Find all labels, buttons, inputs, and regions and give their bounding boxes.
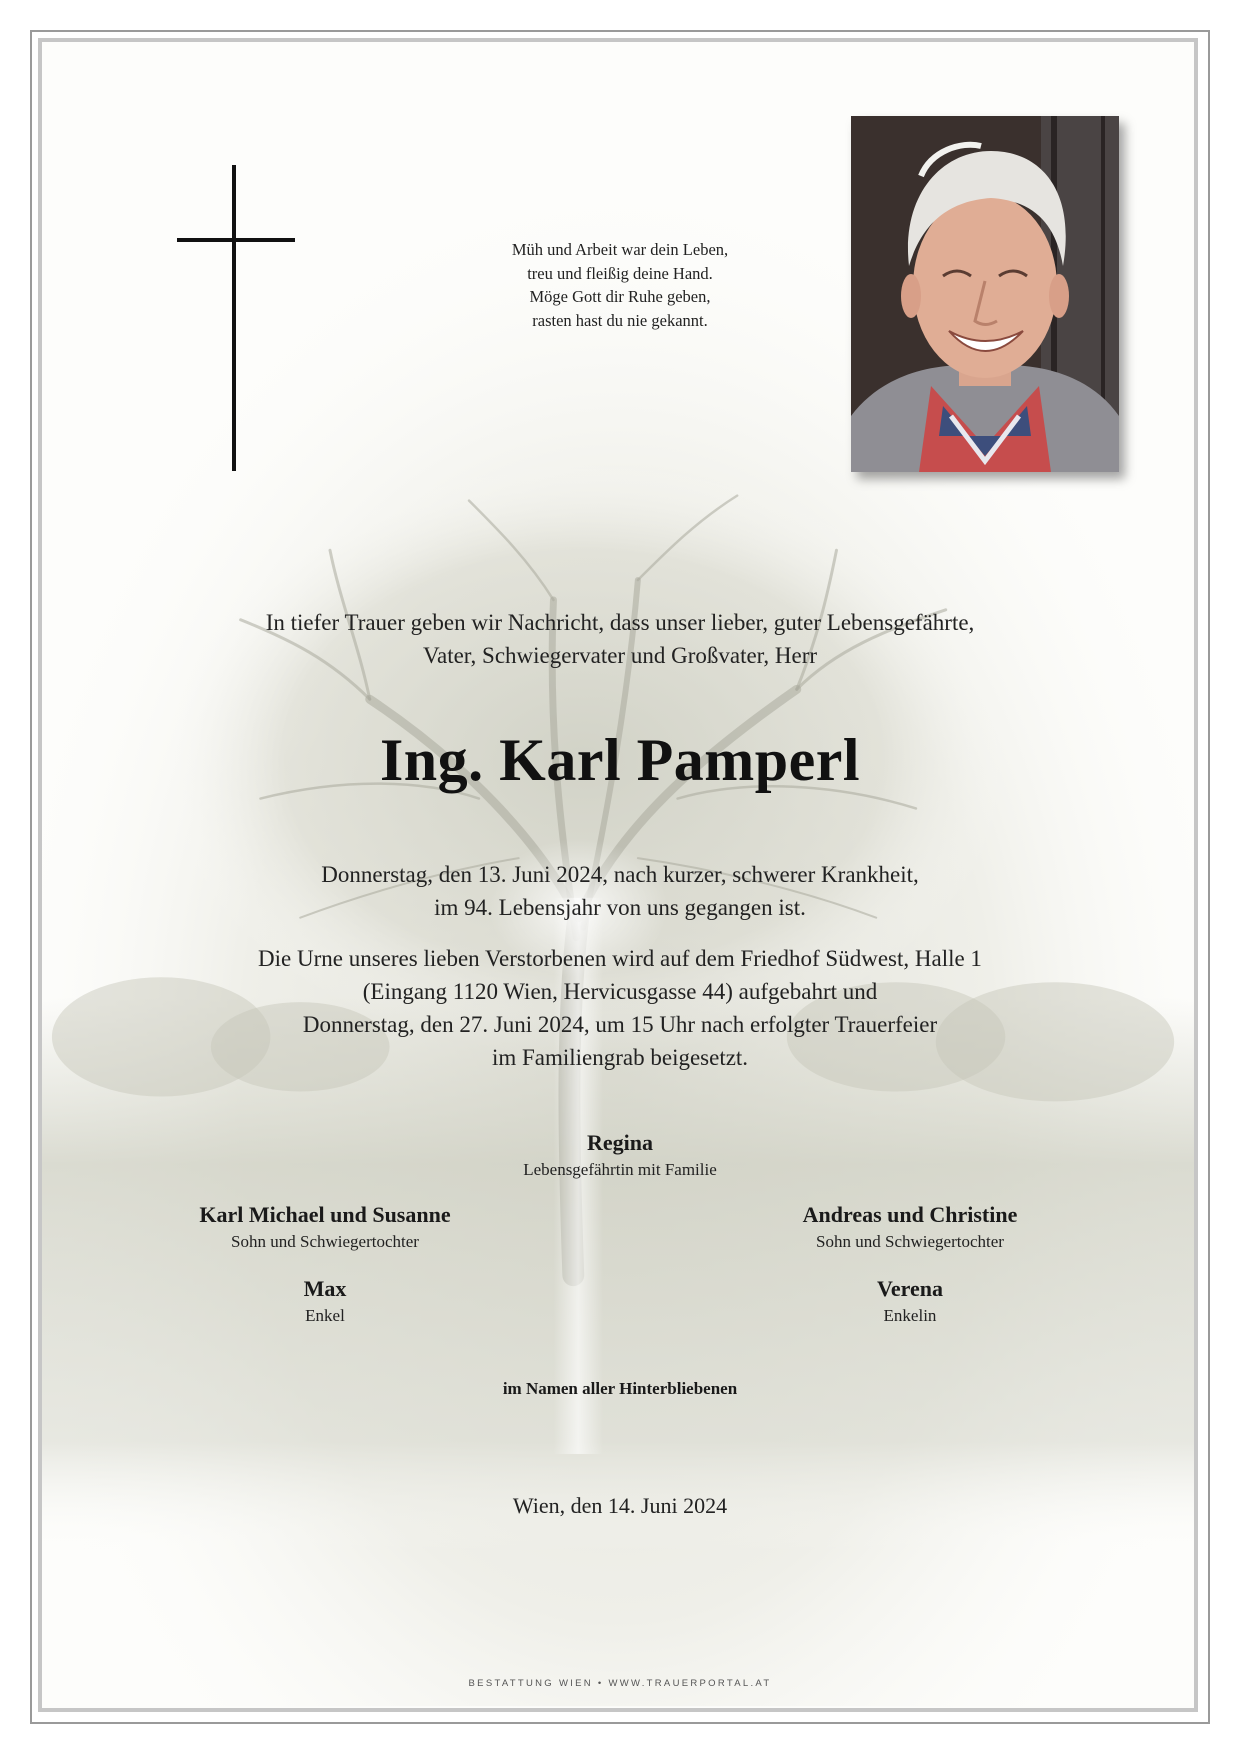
intro-line: In tiefer Trauer geben wir Nachricht, dass unser lieber, guter Lebensgefährte,	[265, 610, 975, 635]
deceased-portrait	[851, 116, 1119, 472]
deceased-name: Ing. Karl Pamperl	[379, 727, 861, 793]
mourner-relation: Sohn und Schwiegertochter	[816, 1232, 1004, 1251]
place-and-date: Wien, den 14. Juni 2024	[512, 1493, 728, 1518]
mourner-name: Max	[303, 1276, 347, 1301]
death-line: Donnerstag, den 13. Juni 2024, nach kurzer, schwerer Krankheit,	[321, 862, 919, 887]
mourner-relation: Lebensgefährtin mit Familie	[523, 1160, 717, 1179]
mourner-relation: Enkel	[305, 1306, 345, 1325]
intro-line: Vater, Schwiegervater und Großvater, Herr	[422, 643, 818, 668]
mourner-name: Karl Michael und Susanne	[199, 1202, 451, 1227]
funeral-line: (Eingang 1120 Wien, Hervicusgasse 44) aufgebahrt und	[362, 979, 878, 1004]
mourner-name: Andreas und Christine	[802, 1202, 1018, 1227]
funeral-line: Donnerstag, den 27. Juni 2024, um 15 Uhr nach erfolgter Trauerfeier	[302, 1012, 938, 1037]
funeral-line: im Familiengrab beigesetzt.	[491, 1045, 749, 1070]
mourner-son-left	[125, 1200, 525, 1254]
funeral-details	[0, 942, 1240, 1074]
death-notice	[0, 858, 1240, 924]
mourner-grandchild-left	[125, 1274, 525, 1328]
verse-line: Möge Gott dir Ruhe geben,	[529, 287, 711, 306]
mourner-grandchild-right	[710, 1274, 1110, 1328]
mourner-son-right	[710, 1200, 1110, 1254]
memorial-verse	[400, 238, 840, 332]
verse-line: rasten hast du nie gekannt.	[532, 310, 708, 330]
on-behalf-text: im Namen aller Hinterbliebenen	[502, 1379, 738, 1398]
mourner-relation: Sohn und Schwiegertochter	[231, 1232, 419, 1251]
funeral-line: Die Urne unseres lieben Verstorbenen wird auf dem Friedhof Südwest, Halle 1	[258, 946, 982, 971]
mourner-relation: Enkelin	[883, 1306, 937, 1325]
mourner-partner	[420, 1128, 820, 1182]
death-line: im 94. Lebensjahr von uns gegangen ist.	[434, 895, 806, 920]
mourner-name: Verena	[877, 1276, 943, 1301]
verse-line: treu und fleißig deine Hand.	[527, 263, 713, 283]
mourner-name: Regina	[587, 1130, 653, 1155]
footer-publisher: BESTATTUNG WIEN • WWW.TRAUERPORTAL.AT	[468, 1678, 772, 1689]
intro-text	[0, 606, 1240, 672]
verse-line: Müh und Arbeit war dein Leben,	[511, 240, 729, 259]
